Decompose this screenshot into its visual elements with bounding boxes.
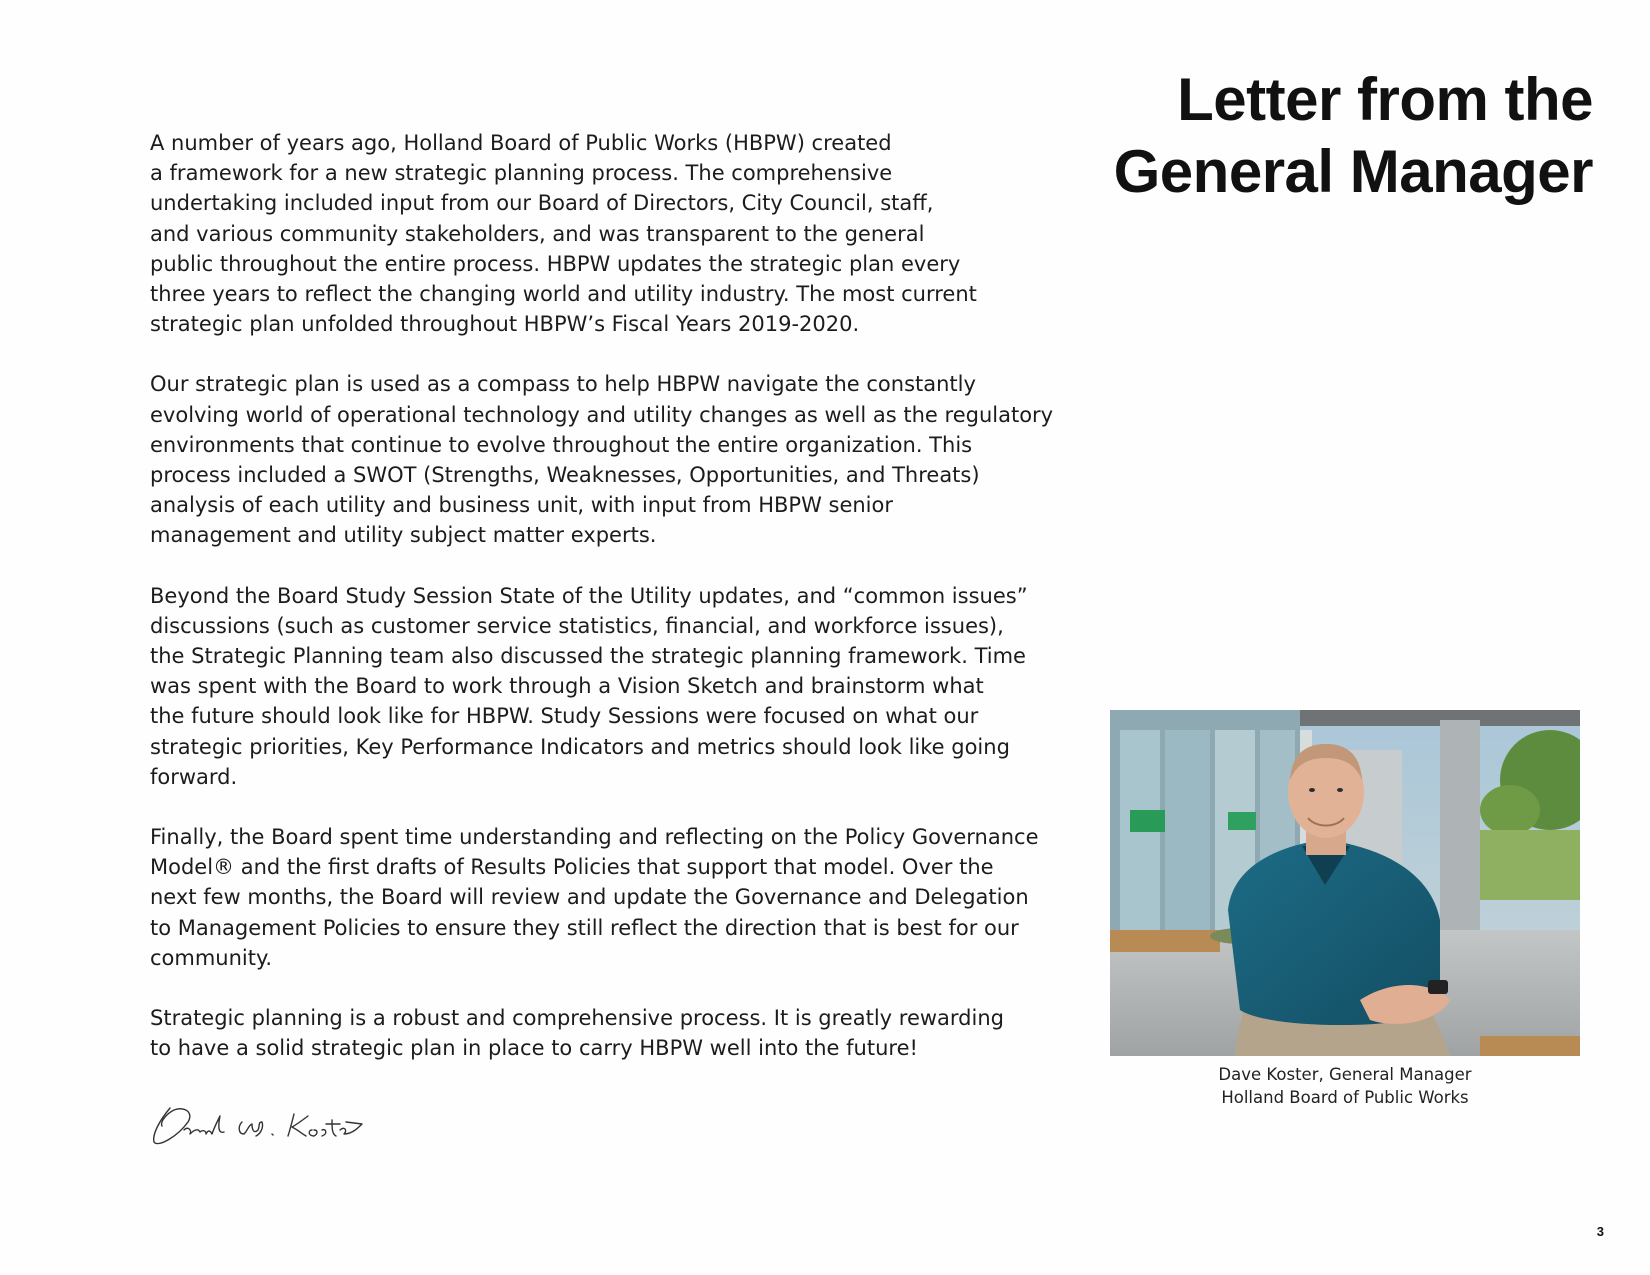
text-line: evolving world of operational technology and utility changes as well as the regulatory bbox=[150, 402, 1054, 427]
text-line: a framework for a new strategic planning process. The comprehensive bbox=[150, 161, 893, 186]
text-line: strategic plan unfolded throughout HBPW’s Fiscal Years 2019-2020. bbox=[150, 312, 860, 337]
text-line: three years to reflect the changing world and utility industry. The most current bbox=[150, 282, 977, 307]
text-line: Our strategic plan is used as a compass to help HBPW navigate the constantly bbox=[150, 372, 976, 397]
text-line: the Strategic Planning team also discussed the strategic planning framework. Time bbox=[150, 644, 1026, 669]
text-line: to have a solid strategic plan in place to carry HBPW well into the future! bbox=[150, 1036, 918, 1061]
text-line: process included a SWOT (Strengths, Weaknesses, Opportunities, and Threats) bbox=[150, 463, 980, 488]
page-number: 3 bbox=[1596, 1224, 1604, 1239]
title-line-1: Letter from the bbox=[1177, 66, 1593, 133]
text-line: was spent with the Board to work through a Vision Sketch and brainstorm what bbox=[150, 674, 984, 699]
text-line: A number of years ago, Holland Board of Public Works (HBPW) created bbox=[150, 131, 892, 155]
signature-image bbox=[148, 1100, 368, 1150]
text-line: analysis of each utility and business unit, with input from HBPW senior bbox=[150, 493, 893, 518]
text-line: Model® and the first drafts of Results Policies that support that model. Over the bbox=[150, 855, 994, 880]
text-line: forward. bbox=[150, 764, 238, 789]
text-line: the future should look like for HBPW. Study Sessions were focused on what our bbox=[150, 704, 979, 729]
paragraph-2 bbox=[150, 369, 1054, 550]
letter-body bbox=[150, 128, 1054, 1093]
portrait-image bbox=[1110, 710, 1580, 1056]
page-title bbox=[1114, 64, 1593, 208]
text-line: to Management Policies to ensure they still reflect the direction that is best for our bbox=[150, 915, 1019, 940]
caption-organization: Holland Board of Public Works bbox=[1221, 1088, 1469, 1107]
text-line: environments that continue to evolve throughout the entire organization. This bbox=[150, 432, 973, 457]
text-line: Beyond the Board Study Session State of the Utility updates, and “common issues” bbox=[150, 583, 1028, 608]
paragraph-3 bbox=[150, 581, 1030, 792]
caption-name: Dave Koster, General Manager bbox=[1218, 1065, 1472, 1084]
paragraph-4 bbox=[150, 822, 1039, 973]
paragraph-1 bbox=[150, 128, 1030, 339]
photo-caption bbox=[1110, 1063, 1580, 1109]
text-line: community. bbox=[150, 945, 273, 970]
paragraph-5 bbox=[150, 1003, 1030, 1063]
text-line: next few months, the Board will review and update the Governance and Delegation bbox=[150, 885, 1029, 910]
text-line: management and utility subject matter experts. bbox=[150, 523, 657, 548]
text-line: Finally, the Board spent time understanding and reflecting on the Policy Governance bbox=[150, 825, 1039, 850]
title-line-2: General Manager bbox=[1113, 138, 1593, 205]
text-line: Strategic planning is a robust and comprehensive process. It is greatly rewarding bbox=[150, 1006, 1004, 1031]
signature bbox=[148, 1100, 368, 1150]
text-line: discussions (such as customer service statistics, financial, and workforce issues), bbox=[150, 613, 1004, 638]
manager-photo bbox=[1110, 710, 1580, 1056]
text-line: and various community stakeholders, and was transparent to the general bbox=[150, 221, 925, 246]
text-line: public throughout the entire process. HBPW updates the strategic plan every bbox=[150, 251, 961, 276]
text-line: undertaking included input from our Board of Directors, City Council, staff, bbox=[150, 191, 934, 216]
text-line: strategic priorities, Key Performance Indicators and metrics should look like going bbox=[150, 734, 1010, 759]
